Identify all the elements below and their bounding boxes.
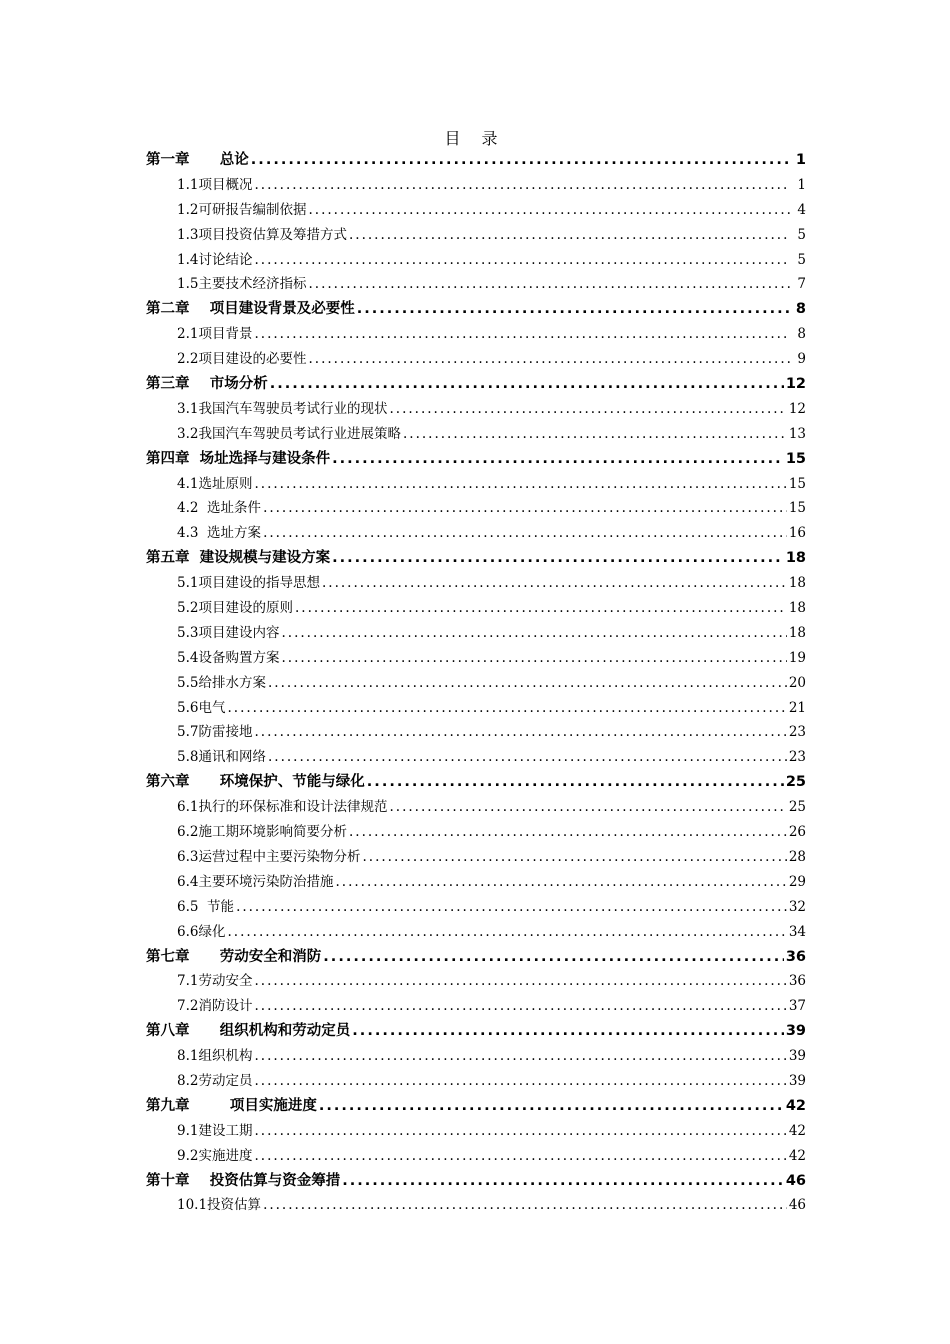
- toc-section-entry[interactable]: [146, 521, 806, 546]
- toc-entry-title: 5.1项目建设的指导思想: [177, 575, 320, 592]
- toc-section-entry[interactable]: [146, 223, 806, 248]
- toc-leader-dots: [323, 945, 784, 970]
- toc-page-number: 42: [788, 1147, 806, 1164]
- toc-leader-dots: [263, 1193, 787, 1218]
- toc-leader-dots: [349, 223, 790, 248]
- toc-leader-dots: [389, 397, 786, 422]
- toc-entry-title: 2.2项目建设的必要性: [177, 351, 307, 368]
- toc-entry-title: 1.5主要技术经济指标: [177, 276, 307, 293]
- toc-leader-dots: [367, 770, 784, 795]
- toc-section-entry[interactable]: [146, 198, 806, 223]
- toc-page-number: 42: [785, 1097, 806, 1114]
- toc-section-entry[interactable]: [146, 571, 806, 596]
- toc-page-number: 46: [788, 1197, 806, 1214]
- toc-leader-dots: [319, 1094, 784, 1119]
- toc-page-number: 1: [797, 176, 806, 193]
- toc-page-number: 1: [795, 152, 806, 168]
- toc-leader-dots: [389, 795, 786, 820]
- toc-entry-title: 4.3 选址方案: [177, 525, 262, 542]
- toc-page-number: 18: [788, 624, 806, 641]
- toc-entry-title: 7.2消防设计: [177, 998, 253, 1015]
- toc-page-number: 8: [797, 326, 806, 343]
- toc-page-number: 20: [788, 674, 806, 691]
- toc-leader-dots: [254, 1144, 786, 1169]
- toc-entry-title: 10.1投资估算: [177, 1197, 262, 1214]
- toc-entry-title: 6.6绿化: [177, 923, 226, 940]
- toc-entry-title: 9.2实施进度: [177, 1147, 253, 1164]
- toc-page-number: 5: [797, 226, 806, 243]
- toc-entry-title: 4.2 选址条件: [177, 500, 262, 517]
- toc-section-entry[interactable]: [146, 347, 806, 372]
- toc-leader-dots: [342, 1169, 784, 1194]
- toc-entry-title: 1.1项目概况: [177, 176, 253, 193]
- toc-entry-title: 第十章 投资估算与资金筹措: [146, 1172, 341, 1189]
- toc-page-number: 39: [785, 1023, 806, 1040]
- toc-leader-dots: [263, 496, 787, 521]
- toc-leader-dots: [254, 472, 786, 497]
- toc-section-entry[interactable]: [146, 173, 806, 198]
- toc-entry-title: 3.1我国汽车驾驶员考试行业的现状: [177, 400, 388, 417]
- toc-page-number: 12: [788, 400, 806, 417]
- toc-leader-dots: [308, 347, 790, 372]
- toc-section-entry[interactable]: [146, 696, 806, 721]
- toc-page-number: 29: [788, 873, 806, 890]
- toc-section-entry[interactable]: [146, 795, 806, 820]
- toc-section-entry[interactable]: [146, 248, 806, 273]
- toc-page-number: 25: [788, 799, 806, 816]
- toc-leader-dots: [335, 870, 786, 895]
- toc-leader-dots: [332, 447, 784, 472]
- toc-section-entry[interactable]: [146, 646, 806, 671]
- toc-page-number: 8: [795, 301, 806, 318]
- toc-section-entry[interactable]: [146, 969, 806, 994]
- toc-entry-title: 第五章 建设规模与建设方案: [146, 550, 331, 567]
- toc-chapter-entry[interactable]: [146, 546, 806, 571]
- toc-page-number: 23: [788, 749, 806, 766]
- toc-entry-title: 6.4主要环境污染防治措施: [177, 873, 334, 890]
- toc-leader-dots: [322, 571, 787, 596]
- toc-section-entry[interactable]: [146, 1069, 806, 1094]
- toc-page-number: 15: [785, 450, 806, 467]
- toc-page-number: 15: [788, 475, 806, 492]
- toc-entry-title: 第九章 项目实施进度: [146, 1097, 317, 1114]
- toc-leader-dots: [308, 198, 790, 223]
- toc-section-entry[interactable]: [146, 472, 806, 497]
- toc-page-number: 19: [788, 649, 806, 666]
- toc-entry-title: 6.5 节能: [177, 898, 235, 915]
- toc-leader-dots: [254, 1069, 786, 1094]
- toc-entry-title: 第三章 市场分析: [146, 376, 268, 393]
- toc-leader-dots: [254, 248, 790, 273]
- toc-page-number: 16: [788, 525, 806, 542]
- toc-leader-dots: [251, 148, 790, 173]
- toc-page-number: 7: [797, 276, 806, 293]
- toc-page-number: 18: [785, 550, 806, 567]
- toc-page-number: 5: [797, 251, 806, 268]
- toc-leader-dots: [254, 173, 790, 198]
- toc-page-number: 12: [785, 376, 806, 393]
- toc-leader-dots: [349, 820, 787, 845]
- toc-leader-dots: [254, 720, 786, 745]
- toc-page-number: 28: [788, 848, 806, 865]
- toc-entry-title: 第一章 总论: [146, 152, 249, 168]
- toc-section-entry[interactable]: [146, 1144, 806, 1169]
- toc-section-entry[interactable]: [146, 322, 806, 347]
- toc-section-entry[interactable]: [146, 994, 806, 1019]
- toc-page-number: 39: [788, 1048, 806, 1065]
- toc-section-entry[interactable]: [146, 1119, 806, 1144]
- toc-entry-title: 1.3项目投资估算及筹措方式: [177, 226, 347, 243]
- toc-entry-title: 7.1劳动安全: [177, 973, 253, 990]
- toc-page-number: 42: [788, 1122, 806, 1139]
- toc-leader-dots: [403, 422, 787, 447]
- toc-entry-title: 1.4讨论结论: [177, 251, 253, 268]
- toc-entry-title: 第八章 组织机构和劳动定员: [146, 1023, 351, 1040]
- toc-entry-title: 4.1选址原则: [177, 475, 253, 492]
- toc-page-number: 18: [788, 575, 806, 592]
- toc-leader-dots: [227, 696, 786, 721]
- toc-page-number: 18: [788, 600, 806, 617]
- toc-entry-title: 5.7防雷接地: [177, 724, 253, 741]
- toc-leader-dots: [254, 322, 790, 347]
- toc-title: 目 录: [444, 129, 506, 148]
- toc-entry-title: 第六章 环境保护、节能与绿化: [146, 774, 365, 791]
- toc-entry-title: 5.6电气: [177, 699, 226, 716]
- toc-chapter-entry[interactable]: [146, 297, 806, 322]
- toc-section-entry[interactable]: [146, 621, 806, 646]
- toc-chapter-entry[interactable]: [146, 447, 806, 472]
- toc-leader-dots: [362, 845, 786, 870]
- table-of-contents: [146, 148, 806, 1218]
- toc-section-entry[interactable]: [146, 1193, 806, 1218]
- toc-entry-title: 6.3运营过程中主要污染物分析: [177, 848, 361, 865]
- toc-section-entry[interactable]: [146, 272, 806, 297]
- toc-section-entry[interactable]: [146, 895, 806, 920]
- toc-chapter-entry[interactable]: [146, 1019, 806, 1044]
- toc-page-number: 26: [788, 824, 806, 841]
- toc-entry-title: 2.1项目背景: [177, 326, 253, 343]
- toc-page-number: 32: [788, 898, 806, 915]
- toc-entry-title: 5.4设备购置方案: [177, 649, 280, 666]
- toc-entry-title: 第七章 劳动安全和消防: [146, 948, 322, 965]
- toc-page-number: 13: [788, 425, 806, 442]
- toc-page-number: 37: [788, 998, 806, 1015]
- toc-section-entry[interactable]: [146, 820, 806, 845]
- toc-section-entry[interactable]: [146, 496, 806, 521]
- toc-chapter-entry[interactable]: [146, 372, 806, 397]
- toc-leader-dots: [295, 596, 787, 621]
- toc-page-number: 34: [788, 923, 806, 940]
- toc-leader-dots: [263, 521, 787, 546]
- toc-leader-dots: [254, 1044, 786, 1069]
- toc-entry-title: 第四章 场址选择与建设条件: [146, 450, 331, 467]
- toc-section-entry[interactable]: [146, 596, 806, 621]
- toc-leader-dots: [270, 372, 784, 397]
- toc-leader-dots: [254, 969, 786, 994]
- toc-entry-title: 3.2我国汽车驾驶员考试行业进展策略: [177, 425, 401, 442]
- toc-section-entry[interactable]: [146, 1044, 806, 1069]
- toc-page-number: 21: [788, 699, 806, 716]
- toc-chapter-entry[interactable]: [146, 945, 806, 970]
- toc-page-number: 36: [788, 973, 806, 990]
- toc-leader-dots: [254, 1119, 786, 1144]
- toc-leader-dots: [281, 621, 786, 646]
- toc-leader-dots: [308, 272, 790, 297]
- toc-leader-dots: [227, 920, 786, 945]
- toc-chapter-entry[interactable]: [146, 1094, 806, 1119]
- toc-entry-title: 6.1执行的环保标准和设计法律规范: [177, 799, 388, 816]
- toc-section-entry[interactable]: [146, 720, 806, 745]
- toc-page-number: 39: [788, 1072, 806, 1089]
- toc-entry-title: 5.3项目建设内容: [177, 624, 280, 641]
- toc-leader-dots: [268, 671, 787, 696]
- toc-leader-dots: [268, 745, 787, 770]
- toc-section-entry[interactable]: [146, 422, 806, 447]
- toc-entry-title: 5.2项目建设的原则: [177, 600, 293, 617]
- toc-entry-title: 6.2施工期环境影响简要分析: [177, 824, 347, 841]
- toc-entry-title: 8.2劳动定员: [177, 1072, 253, 1089]
- toc-chapter-entry[interactable]: [146, 770, 806, 795]
- toc-page-number: 15: [788, 500, 806, 517]
- toc-page-number: 23: [788, 724, 806, 741]
- toc-chapter-entry[interactable]: [146, 1169, 806, 1194]
- toc-leader-dots: [352, 1019, 784, 1044]
- toc-section-entry[interactable]: [146, 845, 806, 870]
- toc-leader-dots: [281, 646, 786, 671]
- toc-entry-title: 第二章 项目建设背景及必要性: [146, 301, 355, 318]
- toc-entry-title: 9.1建设工期: [177, 1122, 253, 1139]
- toc-entry-title: 5.5给排水方案: [177, 674, 266, 691]
- toc-entry-title: 8.1组织机构: [177, 1048, 253, 1065]
- toc-page-number: 9: [797, 351, 806, 368]
- toc-leader-dots: [254, 994, 786, 1019]
- toc-section-entry[interactable]: [146, 397, 806, 422]
- toc-entry-title: 1.2可研报告编制依据: [177, 201, 307, 218]
- toc-leader-dots: [357, 297, 790, 322]
- toc-section-entry[interactable]: [146, 745, 806, 770]
- toc-page-number: 46: [785, 1172, 806, 1189]
- toc-section-entry[interactable]: [146, 920, 806, 945]
- toc-section-entry[interactable]: [146, 671, 806, 696]
- toc-chapter-entry[interactable]: [146, 148, 806, 173]
- toc-page-number: 25: [785, 774, 806, 791]
- toc-leader-dots: [236, 895, 787, 920]
- toc-section-entry[interactable]: [146, 870, 806, 895]
- toc-leader-dots: [332, 546, 784, 571]
- toc-entry-title: 5.8通讯和网络: [177, 749, 266, 766]
- toc-page-number: 36: [785, 948, 806, 965]
- toc-page-number: 4: [797, 201, 806, 218]
